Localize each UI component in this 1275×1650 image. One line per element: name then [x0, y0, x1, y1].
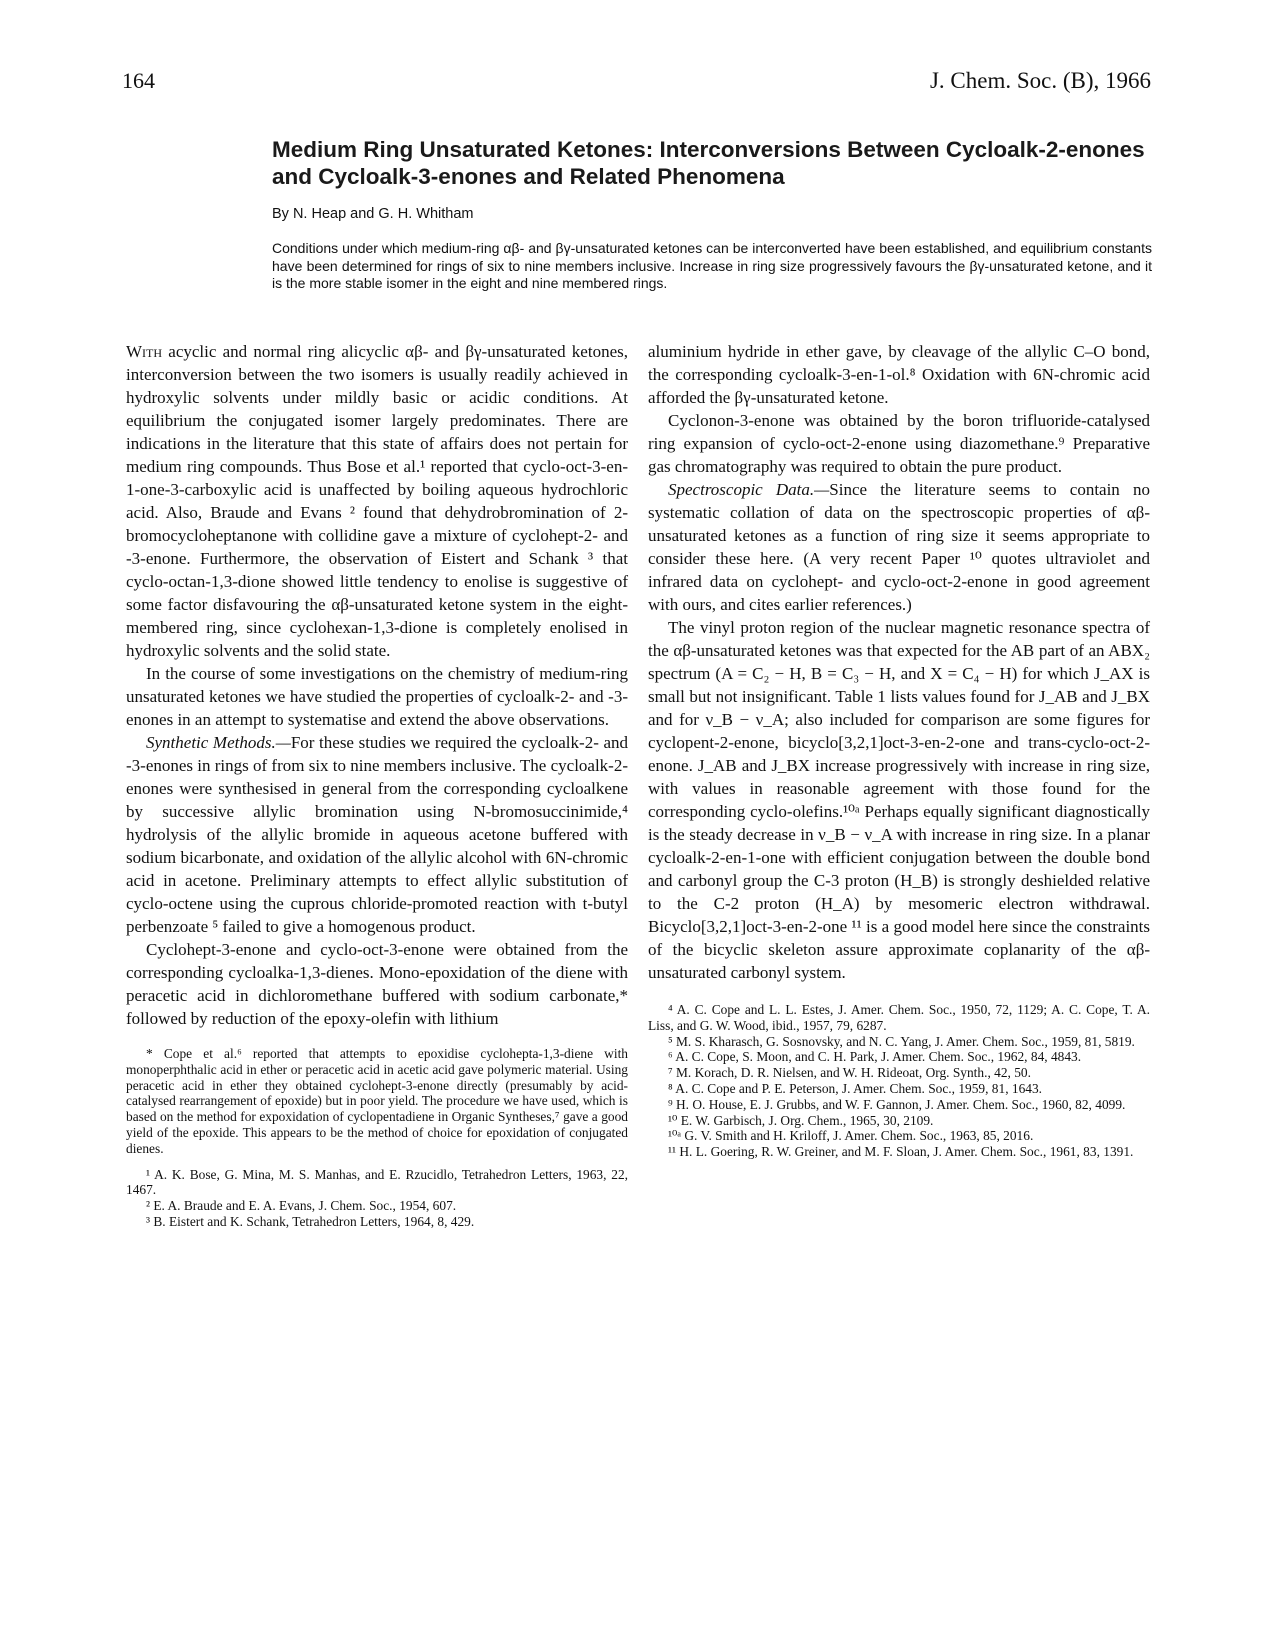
- reference-item: ⁹ H. O. House, E. J. Grubbs, and W. F. Gannon, J. Amer. Chem. Soc., 1960, 82, 4099.: [668, 1096, 1126, 1112]
- byline: By N. Heap and G. H. Whitham: [272, 206, 474, 222]
- section-heading: Synthetic Methods.—: [146, 733, 291, 752]
- body-paragraph: [648, 478, 1150, 616]
- paragraph-text: acyclic and normal ring alicyclic αβ- and βγ-unsaturated ketones, interconversion between the two isomers is usually readily achieved in hydroxylic solvents under mildly basic or acidic conditions. At equilibrium the conjugated isomer largely predominates. There are indications in the literature that this state of affairs does not pertain for medium ring compounds. Thus Bose et al.¹ reported that cyclo-oct-3-en-1-one-3-carboxylic acid is unaffected by boiling aqueous hydrochloric acid. Also, Braude and Evans ² found that dehydrobromination of 2-bromocycloheptanone with collidine gave a mixture of cyclohept-2- and -3-enone. Furthermore, the observation of Eistert and Schank ³ that cyclo-octan-1,3-dione showed little tendency to enolise is suggestive of some factor disfavouring the αβ-unsaturated ketone system in the eight-membered ring, since cyclohexan-1,3-dione is completely enolised in hydroxylic solvents and the solid state.: [126, 342, 628, 660]
- reference-item: ⁵ M. S. Kharasch, G. Sosnovsky, and N. C. Yang, J. Amer. Chem. Soc., 1959, 81, 5819.: [668, 1033, 1135, 1049]
- footnote-star: [126, 1046, 628, 1157]
- right-column: [648, 340, 1150, 1160]
- references-left: [126, 1167, 628, 1230]
- paragraph-text: For these studies we required the cycloalk-2- and -3-enones in rings of from six to nine members inclusive. The cycloalk-2-enones were synthesised in general from the corresponding cycloalkene by successive allylic bromination using N-bromosuccinimide,⁴ hydrolysis of the allylic bromide in aqueous acetone buffered with sodium bicarbonate, and oxidation of the allylic alcohol with 6N-chromic acid in acetone. Preliminary attempts to effect allylic substitution of cyclo-octene using the cuprous chloride-promoted reaction with t-butyl perbenzoate ⁵ failed to give a homogenous product.: [126, 733, 629, 936]
- section-heading: Spectroscopic Data.—: [668, 480, 830, 499]
- left-column: [126, 340, 628, 1230]
- body-paragraph: The vinyl proton region of the nuclear magnetic resonance spectra of the αβ-unsaturated ketones was that expected for the AB part of an ABX₂ spectrum (A = C₂ − H, B = C₃ − H, and X = C₄ − H) for which J_AX is small but not insignificant. Table 1 lists values found for J_AB and J_BX and for ν_B − ν_A; also included for comparison are some figures for cyclopent-2-enone, bicyclo[3,2,1]oct-3-en-2-one and trans-cyclo-oct-2-enone. J_AB and J_BX increase progressively with increase in ring size, with values in reasonable agreement with those found for the corresponding cyclo-olefins.¹⁰ᵃ Perhaps equally significant diagnostically is the steady decrease in ν_B − ν_A with increase in ring size. In a planar cycloalk-2-en-1-one with efficient conjugation between the double bond and carbonyl group the C-3 proton (H_B) is strongly deshielded relative to the C-2 proton (H_A) by mesomeric electron withdrawal. Bicyclo[3,2,1]oct-3-en-2-one ¹¹ is a good model here since the constraints of the bicyclic skeleton assure approximate coplanarity of the αβ-unsaturated carbonyl system.: [648, 618, 1150, 982]
- references-right: [648, 1002, 1150, 1160]
- reference-item: ¹⁰ᵃ G. V. Smith and H. Kriloff, J. Amer. Chem. Soc., 1963, 85, 2016.: [668, 1128, 1034, 1144]
- article-title: Medium Ring Unsaturated Ketones: Interconversions Between Cycloalk-2-enones and Cycloalk-3-enones and Related Phenomena: [272, 137, 1145, 189]
- body-paragraph: aluminium hydride in ether gave, by cleavage of the allylic C–O bond, the corresponding cycloalk-3-en-1-ol.⁸ Oxidation with 6N-chromic acid afforded the βγ-unsaturated ketone.: [648, 342, 1150, 407]
- page-number: 164: [122, 68, 155, 93]
- lead-word: With: [126, 342, 163, 361]
- reference-item: ⁸ A. C. Cope and P. E. Peterson, J. Amer. Chem. Soc., 1959, 81, 1643.: [668, 1080, 1043, 1096]
- paragraph-text: Since the literature seems to contain no systematic collation of data on the spectroscopic properties of αβ-unsaturated ketones as a function of ring size it seems appropriate to consider these here. (A very recent Paper ¹⁰ quotes ultraviolet and infrared data on cyclohept- and cyclo-oct-2-enone in good agreement with ours, and cites earlier references.): [648, 480, 1150, 614]
- reference-item: ¹ A. K. Bose, G. Mina, M. S. Manhas, and E. Rzucidlo, Tetrahedron Letters, 1963, 22, 1467.: [126, 1166, 628, 1198]
- body-paragraph: Cyclohept-3-enone and cyclo-oct-3-enone were obtained from the corresponding cycloalka-1,3-dienes. Mono-epoxidation of the diene with peracetic acid in dichloromethane buffered with sodium carbonate,* followed by reduction of the epoxy-olefin with lithium: [126, 940, 628, 1028]
- body-paragraph: [126, 340, 628, 662]
- reference-item: ⁴ A. C. Cope and L. L. Estes, J. Amer. Chem. Soc., 1950, 72, 1129; A. C. Cope, T. A. Liss, and G. W. Wood, ibid., 1957, 79, 6287.: [648, 1002, 1150, 1033]
- footnote-text: * Cope et al.⁶ reported that attempts to epoxidise cyclohepta-1,3-diene with monoperphthalic acid in ether or peracetic acid in acetic acid gave polymeric material. Using peracetic acid in ether they obtained cyclohept-3-enone directly (presumably by acid-catalysed rearrangement of epoxide) but in poor yield. The procedure we have used, which is based on the method for expoxidation of cyclopentadiene in Organic Syntheses,⁷ gave a good yield of the epoxide. This appears to be the method of choice for epoxidation of conjugated dienes.: [126, 1046, 628, 1156]
- body-paragraph: Cyclonon-3-enone was obtained by the boron trifluoride-catalysed ring expansion of cyclo-oct-2-enone using diazomethane.⁹ Preparative gas chromatography was required to obtain the pure product.: [648, 411, 1150, 476]
- reference-item: ⁷ M. Korach, D. R. Nielsen, and W. H. Rideoat, Org. Synth., 42, 50.: [668, 1065, 1031, 1081]
- reference-item: ³ B. Eistert and K. Schank, Tetrahedron Letters, 1964, 8, 429.: [146, 1213, 475, 1229]
- journal-header: J. Chem. Soc. (B), 1966: [929, 68, 1151, 93]
- body-paragraph: [126, 731, 628, 938]
- title-block: [272, 136, 1152, 293]
- reference-item: ² E. A. Braude and E. A. Evans, J. Chem. Soc., 1954, 607.: [146, 1198, 457, 1214]
- abstract: Conditions under which medium-ring αβ- and βγ-unsaturated ketones can be interconverted have been established, and equilibrium constants have been determined for rings of six to nine members inclusive. Increase in ring size progressively favours the βγ-unsaturated ketone, and it is the more stable isomer in the eight and nine membered rings.: [272, 240, 1152, 291]
- body-paragraph: In the course of some investigations on the chemistry of medium-ring unsaturated ketones we have studied the properties of cycloalk-2- and -3-enones in an attempt to systematise and extend the above observations.: [126, 664, 628, 729]
- reference-item: ⁶ A. C. Cope, S. Moon, and C. H. Park, J. Amer. Chem. Soc., 1962, 84, 4843.: [668, 1049, 1082, 1065]
- reference-item: ¹⁰ E. W. Garbisch, J. Org. Chem., 1965, 30, 2109.: [668, 1112, 934, 1128]
- reference-item: ¹¹ H. L. Goering, R. W. Greiner, and M. F. Sloan, J. Amer. Chem. Soc., 1961, 83, 1391.: [668, 1144, 1134, 1160]
